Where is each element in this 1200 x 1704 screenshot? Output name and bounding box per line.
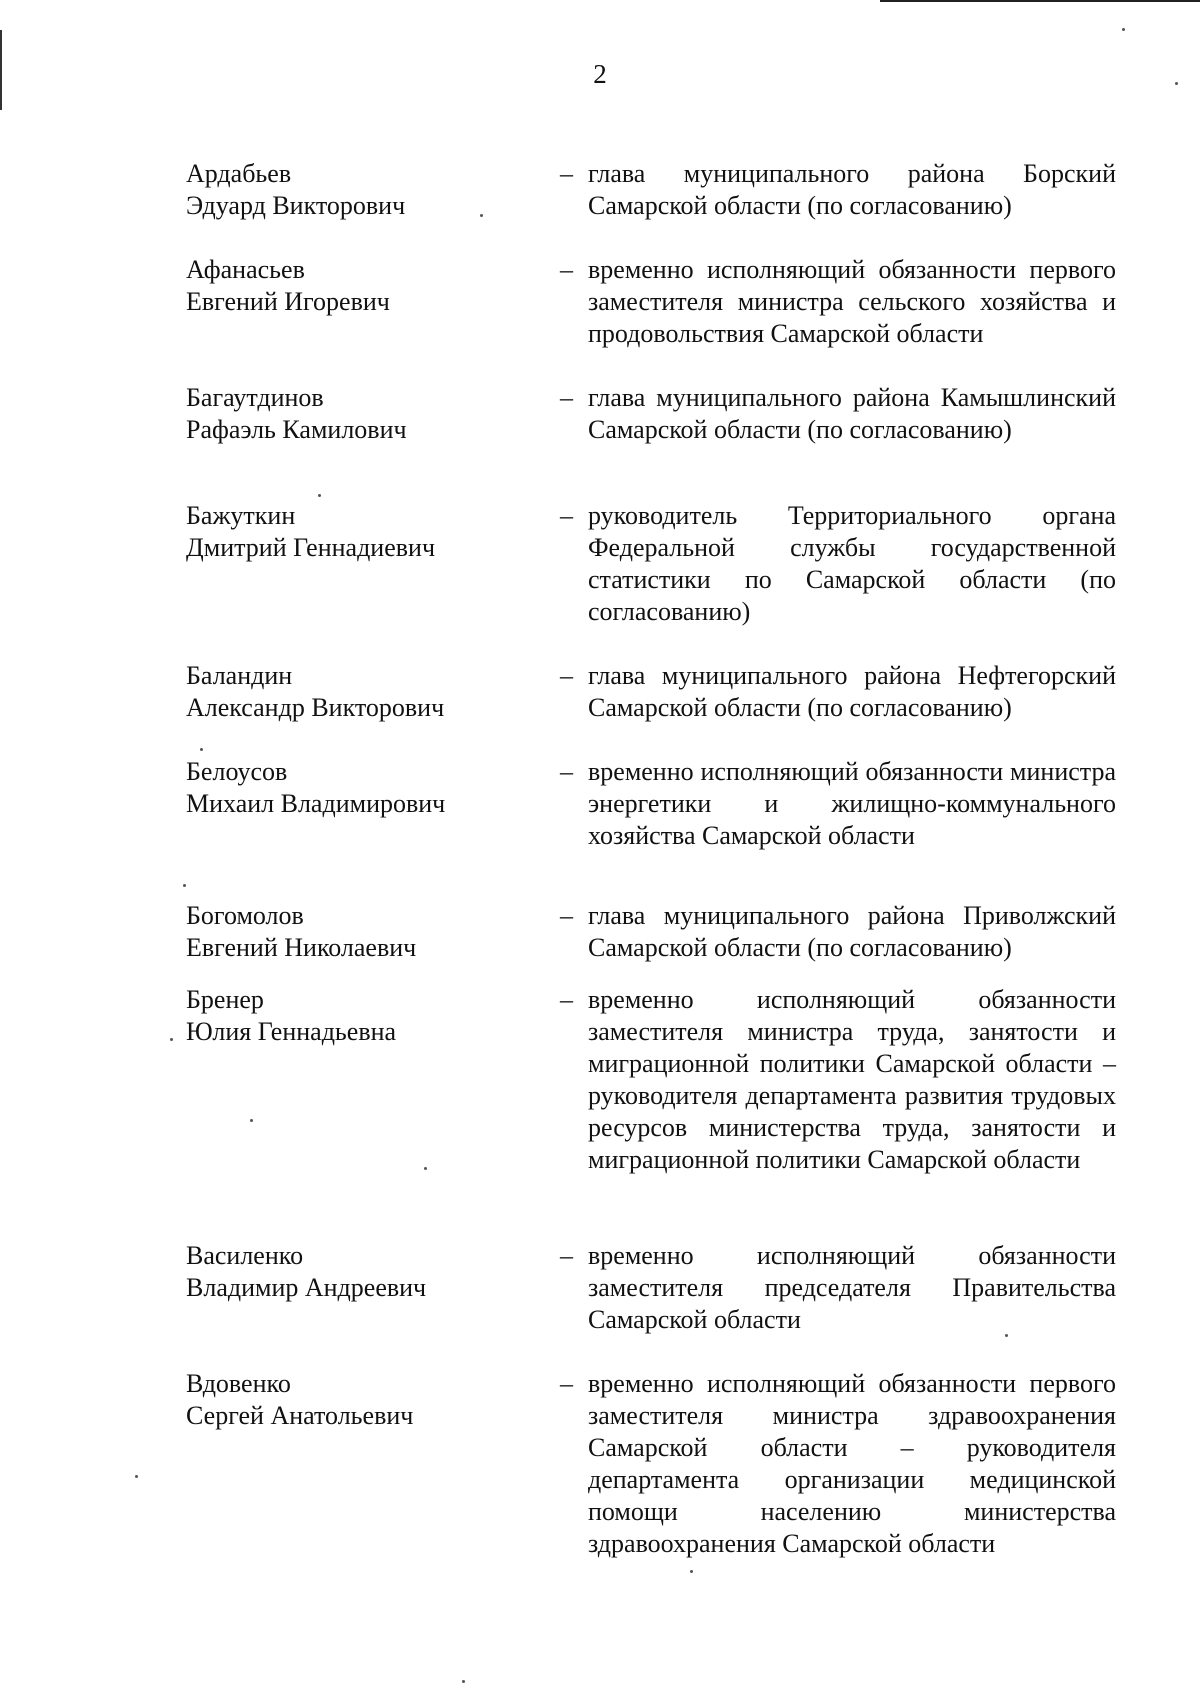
- member-given-names: Эдуард Викторович: [186, 191, 406, 220]
- dash-separator: –: [560, 985, 573, 1014]
- member-given-names: Евгений Игоревич: [186, 287, 390, 316]
- dash-separator: –: [560, 383, 573, 412]
- scan-speck: [135, 1475, 138, 1478]
- member-surname: Бренер: [186, 985, 264, 1014]
- member-name: [186, 1368, 526, 1432]
- page-number: 2: [593, 59, 607, 89]
- member-surname: Вдовенко: [186, 1369, 291, 1398]
- member-given-names: Михаил Владимирович: [186, 789, 446, 818]
- member-surname: Белоусов: [186, 757, 288, 786]
- scan-speck: [1122, 28, 1125, 31]
- member-surname: Баландин: [186, 661, 293, 690]
- scan-speck: [1175, 82, 1178, 85]
- scan-speck: [170, 1038, 173, 1041]
- member-surname: Бажуткин: [186, 501, 296, 530]
- scan-speck: [690, 1570, 693, 1573]
- member-given-names: Дмитрий Геннадиевич: [186, 533, 436, 562]
- member-name: [186, 1240, 526, 1304]
- member-position: глава муниципального района Камышлинский Самарской области (по согласованию): [588, 383, 1116, 444]
- member-given-names: Владимир Андреевич: [186, 1273, 427, 1302]
- member-position: глава муниципального района Приволжский Самарской области (по согласованию): [588, 901, 1116, 962]
- member-position: глава муниципального района Нефтегорский Самарской области (по согласованию): [588, 661, 1116, 722]
- scan-speck: [480, 214, 483, 217]
- dash-separator: –: [560, 255, 573, 284]
- scan-speck: [183, 884, 186, 887]
- member-name: [186, 900, 526, 964]
- member-name: [186, 382, 526, 446]
- scan-speck: [250, 1119, 253, 1122]
- member-position: временно исполняющий обязанности министра энергетики и жилищно-коммунального хозяйства Самарской области: [588, 757, 1116, 850]
- member-name: [186, 158, 526, 222]
- scan-speck: [424, 1167, 427, 1170]
- member-given-names: Евгений Николаевич: [186, 933, 417, 962]
- scan-speck: [200, 748, 203, 751]
- member-surname: Василенко: [186, 1241, 304, 1270]
- scan-speck: [1005, 1334, 1008, 1337]
- member-given-names: Сергей Анатольевич: [186, 1401, 414, 1430]
- member-given-names: Александр Викторович: [186, 693, 445, 722]
- member-surname: Ардабьев: [186, 159, 292, 188]
- scan-speck: [318, 494, 321, 497]
- dash-separator: –: [560, 1241, 573, 1270]
- member-position: руководитель Территориального органа Федеральной службы государственной статистики по Самарской области (по согласованию): [588, 501, 1116, 626]
- member-position: временно исполняющий обязанности заместителя председателя Правительства Самарской области: [588, 1241, 1116, 1334]
- member-position: временно исполняющий обязанности первого заместителя министра сельского хозяйства и продовольствия Самарской области: [588, 255, 1116, 348]
- scan-speck: [462, 1680, 465, 1683]
- dash-separator: –: [560, 1369, 573, 1398]
- member-name: [186, 660, 526, 724]
- dash-separator: –: [560, 757, 573, 786]
- member-surname: Багаутдинов: [186, 383, 324, 412]
- member-surname: Афанасьев: [186, 255, 305, 284]
- dash-separator: –: [560, 661, 573, 690]
- member-name: [186, 984, 526, 1048]
- member-name: [186, 254, 526, 318]
- dash-separator: –: [560, 501, 573, 530]
- member-position: глава муниципального района Борский Самарской области (по согласованию): [588, 159, 1116, 220]
- dash-separator: –: [560, 159, 573, 188]
- member-name: [186, 500, 526, 564]
- scan-edge-line-top: [880, 0, 1200, 2]
- member-given-names: Рафаэль Камилович: [186, 415, 407, 444]
- member-position: временно исполняющий обязанности первого заместителя министра здравоохранения Самарской области – руководителя департамента организации медицинской помощи населению министерства здравоохранения Самарской области: [588, 1369, 1116, 1558]
- member-name: [186, 756, 526, 820]
- member-surname: Богомолов: [186, 901, 304, 930]
- member-given-names: Юлия Геннадьевна: [186, 1017, 397, 1046]
- member-position: временно исполняющий обязанности заместителя министра труда, занятости и миграционной политики Самарской области – руководителя департамента развития трудовых ресурсов министерства труда, занятости и миграционной политики Самарской области: [588, 985, 1116, 1174]
- dash-separator: –: [560, 901, 573, 930]
